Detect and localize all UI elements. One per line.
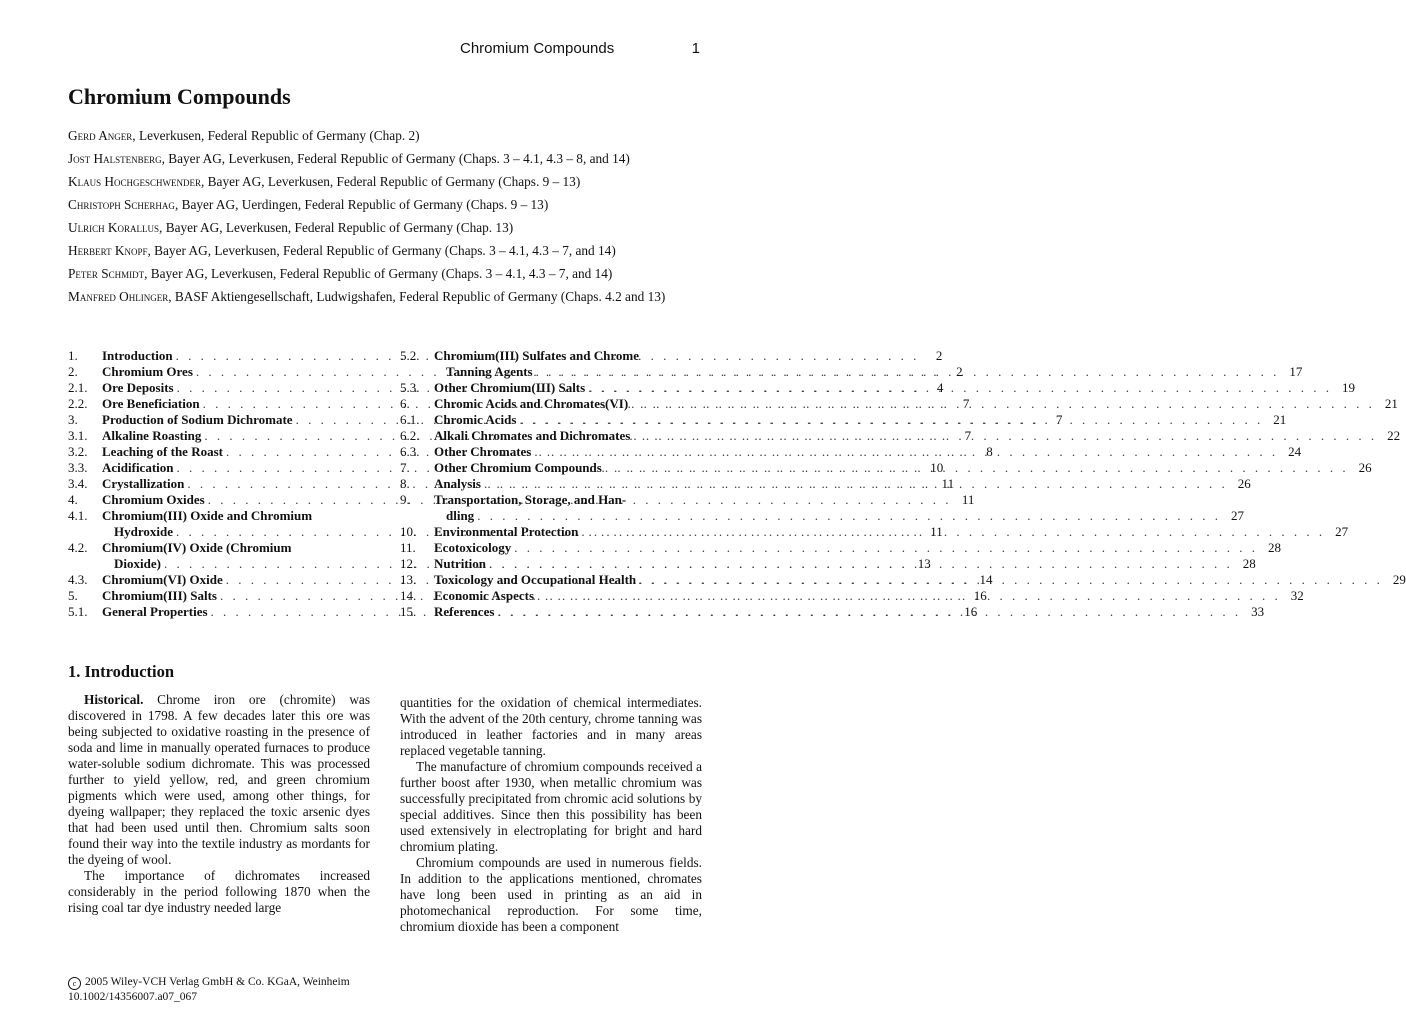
- toc-page-number: 2: [956, 364, 963, 379]
- toc-label: Chromic Acids and Chromates(VI): [434, 396, 629, 411]
- copyright-icon: c: [68, 977, 81, 990]
- toc-page-number: 7: [962, 396, 970, 411]
- toc-entry[interactable]: [400, 412, 1287, 428]
- toc-label: Other Chromium(III) Salts: [434, 380, 586, 395]
- author-list: [68, 124, 704, 305]
- page-number: 1: [691, 40, 700, 57]
- section-heading: 1. Introduction: [68, 662, 175, 681]
- toc-page-number: 33: [1251, 604, 1265, 619]
- toc-label: Ecotoxicology: [434, 540, 512, 555]
- toc-number: 5.: [68, 588, 78, 603]
- toc-number: 13.: [400, 572, 417, 587]
- toc-page-number: 7: [964, 428, 972, 443]
- author-name: Herbert Knopf: [68, 243, 148, 258]
- copyright-text: 2005 Wiley-VCH Verlag GmbH & Co. KGaA, Weinheim: [85, 976, 350, 988]
- author-name: Gerd Anger: [68, 128, 133, 143]
- toc-page-number: 7: [1055, 412, 1063, 427]
- toc-number: 6.1.: [400, 412, 420, 427]
- running-title: Chromium Compounds: [460, 40, 615, 57]
- toc-page-number: 26: [1237, 476, 1251, 491]
- toc-label: Transportation, Storage, and Han-: [434, 492, 627, 507]
- toc-page-number: 11: [941, 476, 955, 491]
- author-name: Christoph Scherhag: [68, 197, 175, 212]
- toc-label: Chromium(III) Sulfates and Chrome: [434, 348, 640, 363]
- author-entry: [68, 239, 704, 262]
- toc-page-number: 21: [1273, 412, 1287, 427]
- running-head: [460, 40, 700, 60]
- toc-label: Chromic Acids: [434, 412, 517, 427]
- toc-page-number: 4: [936, 380, 944, 395]
- toc-number: 9.: [400, 492, 410, 507]
- author-affiliation: , Bayer AG, Leverkusen, Federal Republic of Germany (Chap. 13): [159, 220, 514, 235]
- toc-page-number: 28: [1268, 540, 1282, 555]
- toc-page-number: 16: [973, 588, 987, 603]
- toc-leader-dots: [581, 524, 1325, 540]
- toc-leader-dots: [588, 380, 1332, 396]
- toc-page-number: 32: [1290, 588, 1304, 603]
- toc-number: 5.1.: [68, 604, 88, 619]
- toc-page-number: 27: [1230, 508, 1244, 523]
- toc-number: 5.3.: [400, 380, 420, 395]
- toc-entry[interactable]: [400, 396, 1398, 412]
- toc-page-number: 8: [986, 444, 993, 459]
- toc-label: Chromium Ores: [102, 364, 193, 379]
- toc-label: Chromium(III) Salts: [102, 588, 217, 603]
- toc-label: Ore Beneficiation: [102, 396, 200, 411]
- toc-page-number: 10: [930, 460, 944, 475]
- toc-page-number: 26: [1358, 460, 1372, 475]
- body-column-left: [68, 662, 370, 916]
- toc-label: Chromium(III) Oxide and Chromium: [102, 508, 313, 523]
- toc-label: Other Chromium Compounds: [434, 460, 602, 475]
- toc-number: 3.3.: [68, 460, 88, 475]
- toc-label: Crystallization: [102, 476, 185, 491]
- toc-number: 6.3.: [400, 444, 420, 459]
- toc-leader-dots: [631, 396, 1375, 412]
- paragraph: The importance of dichromates increased considerably in the period following 1870 when the rising coal tar dye industry needed large: [68, 868, 370, 915]
- toc-label: Chromium(IV) Oxide (Chromium: [102, 540, 292, 555]
- toc-label-continuation: Hydroxide: [114, 524, 173, 539]
- toc-number: 4.1.: [68, 508, 88, 523]
- author-entry: [68, 147, 704, 170]
- author-entry: [68, 193, 704, 216]
- toc-page-number: 21: [1384, 396, 1398, 411]
- toc-number: 4.2.: [68, 540, 88, 555]
- toc-leader-dots: [536, 364, 1280, 380]
- toc-page-number: 11: [930, 524, 943, 539]
- toc-number: 8.: [400, 476, 410, 491]
- toc-number: 1.: [68, 348, 78, 363]
- author-name: Peter Schmidt: [68, 266, 145, 281]
- author-affiliation: , Bayer AG, Leverkusen, Federal Republic of Germany (Chaps. 3 – 4.1, 4.3 – 7, and 14): [147, 243, 616, 258]
- toc-label-continuation: Tanning Agents: [446, 364, 533, 379]
- toc-entry[interactable]: [400, 444, 1302, 460]
- toc-label: Environmental Protection: [434, 524, 579, 539]
- author-name: Klaus Hochgeschwender: [68, 174, 202, 189]
- toc-page-number: 14: [979, 572, 993, 587]
- author-affiliation: , BASF Aktiengesellschaft, Ludwigshafen, Federal Republic of Germany (Chaps. 4.2 and 13): [168, 289, 666, 304]
- author-entry: [68, 262, 704, 285]
- toc-label-continuation: Dioxide): [114, 556, 161, 571]
- toc-leader-dots: [514, 540, 1258, 556]
- toc-number: 4.3.: [68, 572, 88, 587]
- toc-label: Introduction: [102, 348, 173, 363]
- toc-leader-dots: [537, 588, 1281, 604]
- toc-label: Ore Deposits: [102, 380, 174, 395]
- toc-page-number: 19: [1341, 380, 1355, 395]
- paragraph-text: Chrome iron ore (chromite) was discovered in 1798. A few decades later this ore was being subjected to oxidative roasting in the presence of soda and lime in manually operated furnaces to produce water-soluble sodium dichromate. This was processed further to yield yellow, red, and green chromium pigments which were used, among other things, for dyeing wallpaper; they replaced the toxic arsenic dyes that had been used until then. Chromium salts soon found their way into the textile industry as mordants for the dyeing of wool.: [68, 692, 370, 867]
- toc-number: 4.: [68, 492, 78, 507]
- author-name: Manfred Ohlinger: [68, 289, 169, 304]
- toc-page-number: 16: [964, 604, 978, 619]
- paragraph: [68, 692, 370, 868]
- toc-leader-dots: [519, 412, 1263, 428]
- toc-page-number: 13: [917, 556, 931, 571]
- author-affiliation: , Bayer AG, Leverkusen, Federal Republic of Germany (Chaps. 3 – 4.1, 4.3 – 7, and 14): [144, 266, 613, 281]
- toc-label: Analysis: [434, 476, 481, 491]
- toc-leader-dots: [633, 428, 1377, 444]
- toc-label: Leaching of the Roast: [102, 444, 223, 459]
- paragraph: quantities for the oxidation of chemical intermediates. With the advent of the 20th century, chrome tanning was introduced in leather factories and in many areas replaced vegetable tanning.: [400, 695, 702, 758]
- toc-number: 3.: [68, 412, 78, 427]
- toc-label: Alkali Chromates and Dichromates: [434, 428, 631, 443]
- toc-entry[interactable]: [400, 428, 1401, 444]
- author-affiliation: , Bayer AG, Uerdingen, Federal Republic of Germany (Chaps. 9 – 13): [174, 197, 549, 212]
- toc-label: Nutrition: [434, 556, 486, 571]
- toc-label: General Properties: [102, 604, 208, 619]
- toc-page-number: 24: [1288, 444, 1302, 459]
- toc-page-number: 17: [1289, 364, 1303, 379]
- toc-number: 6.2.: [400, 428, 420, 443]
- toc-number: 5.2.: [400, 348, 420, 363]
- paragraph-lead-in: Historical.: [84, 692, 144, 707]
- toc-page-number: 29: [1392, 572, 1406, 587]
- paragraph: Chromium compounds are used in numerous fields. In addition to the applications mentioned, chromates have long been used in printing as an aid in photomechanical reproduction. For some time, chromium dioxide has been a component: [400, 855, 702, 934]
- toc-label: Acidification: [102, 460, 174, 475]
- toc-entry[interactable]: [400, 348, 1303, 380]
- toc-page-number: 28: [1242, 556, 1256, 571]
- toc-number: 2.1.: [68, 380, 88, 395]
- toc-leader-dots: [534, 444, 1278, 460]
- author-affiliation: , Bayer AG, Leverkusen, Federal Republic of Germany (Chaps. 9 – 13): [201, 174, 581, 189]
- toc-number: 2.2.: [68, 396, 88, 411]
- toc-number: 7.: [400, 460, 410, 475]
- toc-entry[interactable]: [400, 380, 1355, 396]
- author-name: Ulrich Korallus: [68, 220, 160, 235]
- footer: [68, 975, 350, 1004]
- author-entry: [68, 289, 704, 305]
- document-title: Chromium Compounds: [68, 84, 291, 109]
- copyright-line: [68, 975, 350, 990]
- toc-number: 2.: [68, 364, 78, 379]
- toc-label-continuation: dling: [446, 508, 475, 523]
- toc-number: 12.: [400, 556, 417, 571]
- toc-number: 14.: [400, 588, 417, 603]
- toc-number: 3.2.: [68, 444, 88, 459]
- author-name: Jost Halstenberg: [68, 151, 162, 166]
- body-column-right: [400, 695, 702, 935]
- toc-leader-dots: [639, 572, 1383, 588]
- toc-leader-dots: [477, 508, 1221, 524]
- author-entry: [68, 170, 704, 193]
- toc-leader-dots: [489, 556, 1233, 572]
- toc-page-number: 2: [935, 348, 943, 363]
- toc-label: Production of Sodium Dichromate: [102, 412, 293, 427]
- toc-number: 15.: [400, 604, 417, 619]
- toc-label: Toxicology and Occupational Health: [434, 572, 637, 587]
- toc-entry[interactable]: [400, 540, 1282, 556]
- author-entry: [68, 216, 704, 239]
- toc-label: Chromium(VI) Oxide: [102, 572, 223, 587]
- table-of-contents-right: [400, 348, 1406, 620]
- author-affiliation: , Bayer AG, Leverkusen, Federal Republic of Germany (Chaps. 3 – 4.1, 4.3 – 8, and 14): [161, 151, 630, 166]
- toc-leader-dots: [497, 604, 1241, 620]
- toc-label: References: [434, 604, 495, 619]
- toc-label: Economic Aspects: [434, 588, 535, 603]
- toc-leader-dots: [484, 476, 1228, 492]
- doi: 10.1002/14356007.a07_067: [68, 991, 198, 1003]
- toc-label: Chromium Oxides: [102, 492, 205, 507]
- toc-number: 3.1.: [68, 428, 88, 443]
- toc-page-number: 22: [1387, 428, 1401, 443]
- toc-number: 11.: [400, 540, 416, 555]
- toc-page-number: 27: [1335, 524, 1349, 539]
- toc-label: Alkaline Roasting: [102, 428, 202, 443]
- author-entry: [68, 124, 704, 147]
- toc-number: 10.: [400, 524, 417, 539]
- toc-number: 6.: [400, 396, 410, 411]
- paragraph: The manufacture of chromium compounds received a further boost after 1930, when metallic chromium was successfully precipitated from chromic acid solutions by special additives. Since then this possibility has been used extensively in electroplating for bright and hard chromium plating.: [400, 759, 702, 854]
- toc-page-number: 11: [961, 492, 975, 507]
- author-affiliation: , Leverkusen, Federal Republic of Germany (Chap. 2): [132, 128, 420, 143]
- toc-label: Other Chromates: [434, 444, 532, 459]
- toc-leader-dots: [605, 460, 1349, 476]
- toc-number: 3.4.: [68, 476, 88, 491]
